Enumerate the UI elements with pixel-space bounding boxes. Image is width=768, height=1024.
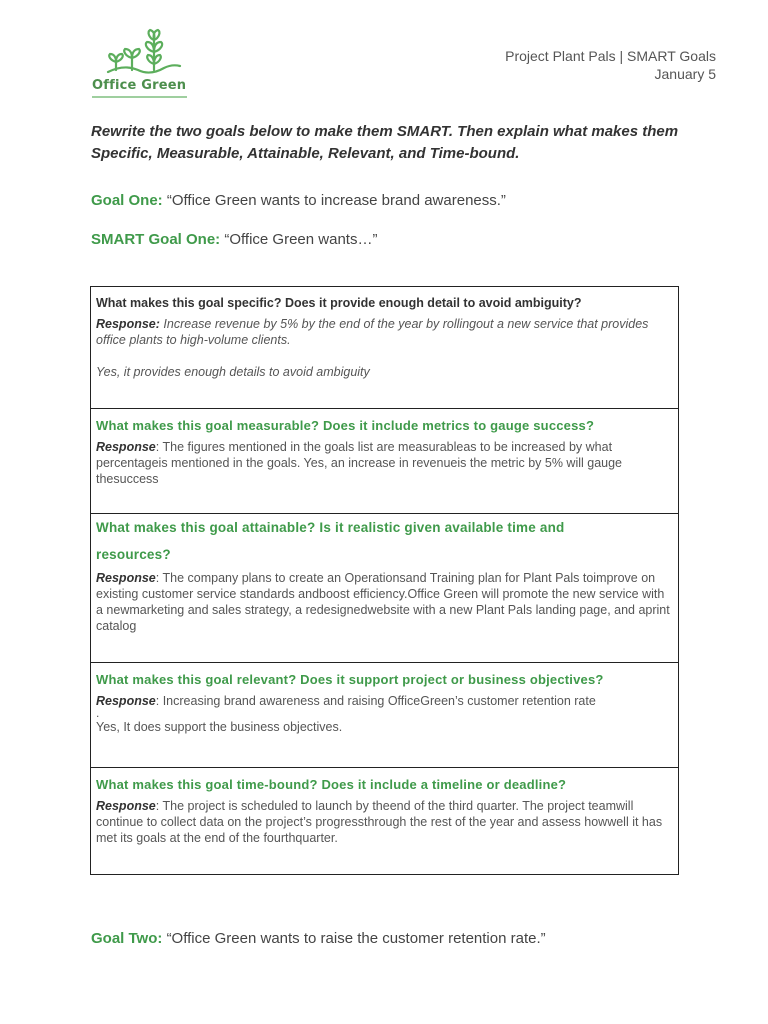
response-label: Response (96, 799, 156, 813)
smart-goal-one (91, 231, 377, 248)
instructions: Rewrite the two goals below to make them SMART. Then explain what makes them Specific, Measurable, Attainable, Relevant, and Time-bound. (91, 123, 679, 162)
plant-sprouts-icon (104, 26, 182, 76)
table-row-specific (91, 287, 679, 409)
time-bound-response: Response: The project is scheduled to launch by theend of the third quarter. The project teamwill continue to collect data on the project’s progressthrough the rest of the year and assess howwell it has met its goals at the end of the fourthquarter. (96, 799, 663, 845)
header-date: January 5 (654, 66, 716, 82)
specific-extra: Yes, it provides enough details to avoid ambiguity (96, 365, 370, 379)
header-title: Project Plant Pals | SMART Goals (505, 48, 716, 64)
response-label: Response (96, 440, 156, 454)
smart-goal-one-text: “Office Green wants…” (224, 231, 378, 248)
time-bound-question: What makes this goal time-bound? Does it include a timeline or deadline? (96, 777, 567, 792)
attainable-response-text: The company plans to create an Operationsand Training plan for Plant Pals toimprove on existing customer service standards andboost efficiency.Office Green will promote the new service with a newmarketing and sales strategy, a redesignedwebsite with a new Plant Pals landing page, and aprint catalog (96, 571, 670, 633)
relevant-dot: . (96, 706, 100, 720)
response-label: Response (96, 694, 156, 708)
attainable-response: Response: The company plans to create an Operationsand Training plan for Plant Pals toimprove on existing customer service standards andboost efficiency.Office Green will promote the new service with a newmarketing and sales strategy, a redesignedwebsite with a new Plant Pals landing page, and aprint catalog (96, 571, 670, 633)
measurable-cell (91, 409, 679, 514)
attainable-question-line2: resources? (96, 547, 171, 562)
specific-cell (91, 287, 679, 409)
smart-goal-one-label: SMART Goal One: (91, 231, 221, 248)
goal-two-text: “Office Green wants to raise the customer retention rate.” (166, 930, 546, 947)
measurable-response-text: The figures mentioned in the goals list are measurableas to be increased by what percentageis mentioned in the goals. Yes, an increase in revenueis the metric by 5% will gauge thesuccess (96, 440, 623, 486)
goal-two-label: Goal Two: (91, 930, 163, 947)
logo-text: Office Green (92, 78, 187, 93)
response-label: Response (96, 571, 156, 585)
measurable-response: Response: The figures mentioned in the goals list are measurableas to be increased by what percentageis mentioned in the goals. Yes, an increase in revenueis the metric by 5% will gauge thesuccess (96, 440, 623, 486)
smart-criteria-table (90, 286, 679, 875)
relevant-cell (91, 663, 679, 768)
attainable-question (96, 514, 673, 568)
relevant-extra: Yes, It does support the business objectives. (96, 720, 343, 734)
goal-two (91, 930, 546, 947)
goal-one-label: Goal One: (91, 192, 163, 209)
relevant-question: What makes this goal relevant? Does it support project or business objectives? (96, 672, 604, 687)
response-label: Response (96, 317, 156, 331)
logo-underline (92, 96, 187, 98)
table-row-measurable (91, 409, 679, 514)
table-row-relevant (91, 663, 679, 768)
goal-one (91, 192, 506, 209)
relevant-response: Response: Increasing brand awareness and raising OfficeGreen’s customer retention rate (96, 694, 596, 708)
relevant-response-text: Increasing brand awareness and raising OfficeGreen’s customer retention rate (162, 694, 596, 708)
specific-question: What makes this goal specific? Does it provide enough detail to avoid ambiguity? (96, 296, 582, 310)
measurable-question: What makes this goal measurable? Does it include metrics to gauge success? (96, 418, 595, 433)
attainable-question-line1: What makes this goal attainable? Is it realistic given available time and (96, 520, 565, 535)
time-bound-response-text: The project is scheduled to launch by theend of the third quarter. The project teamwill continue to collect data on the project’s progressthrough the rest of the year and assess howwell it has met its goals at the end of the fourthquarter. (96, 799, 663, 845)
document-header (505, 47, 716, 83)
table-row-attainable (91, 514, 679, 663)
time-bound-cell (91, 768, 679, 875)
attainable-cell (91, 514, 679, 663)
table-row-time-bound (91, 768, 679, 875)
specific-response-text: Increase revenue by 5% by the end of the year by rollingout a new service that provides office plants to high-volume clients. (96, 317, 649, 347)
office-green-logo (92, 26, 202, 98)
specific-response: Response: Increase revenue by 5% by the end of the year by rollingout a new service that provides office plants to high-volume clients. (96, 317, 649, 347)
goal-one-text: “Office Green wants to increase brand awareness.” (166, 192, 506, 209)
